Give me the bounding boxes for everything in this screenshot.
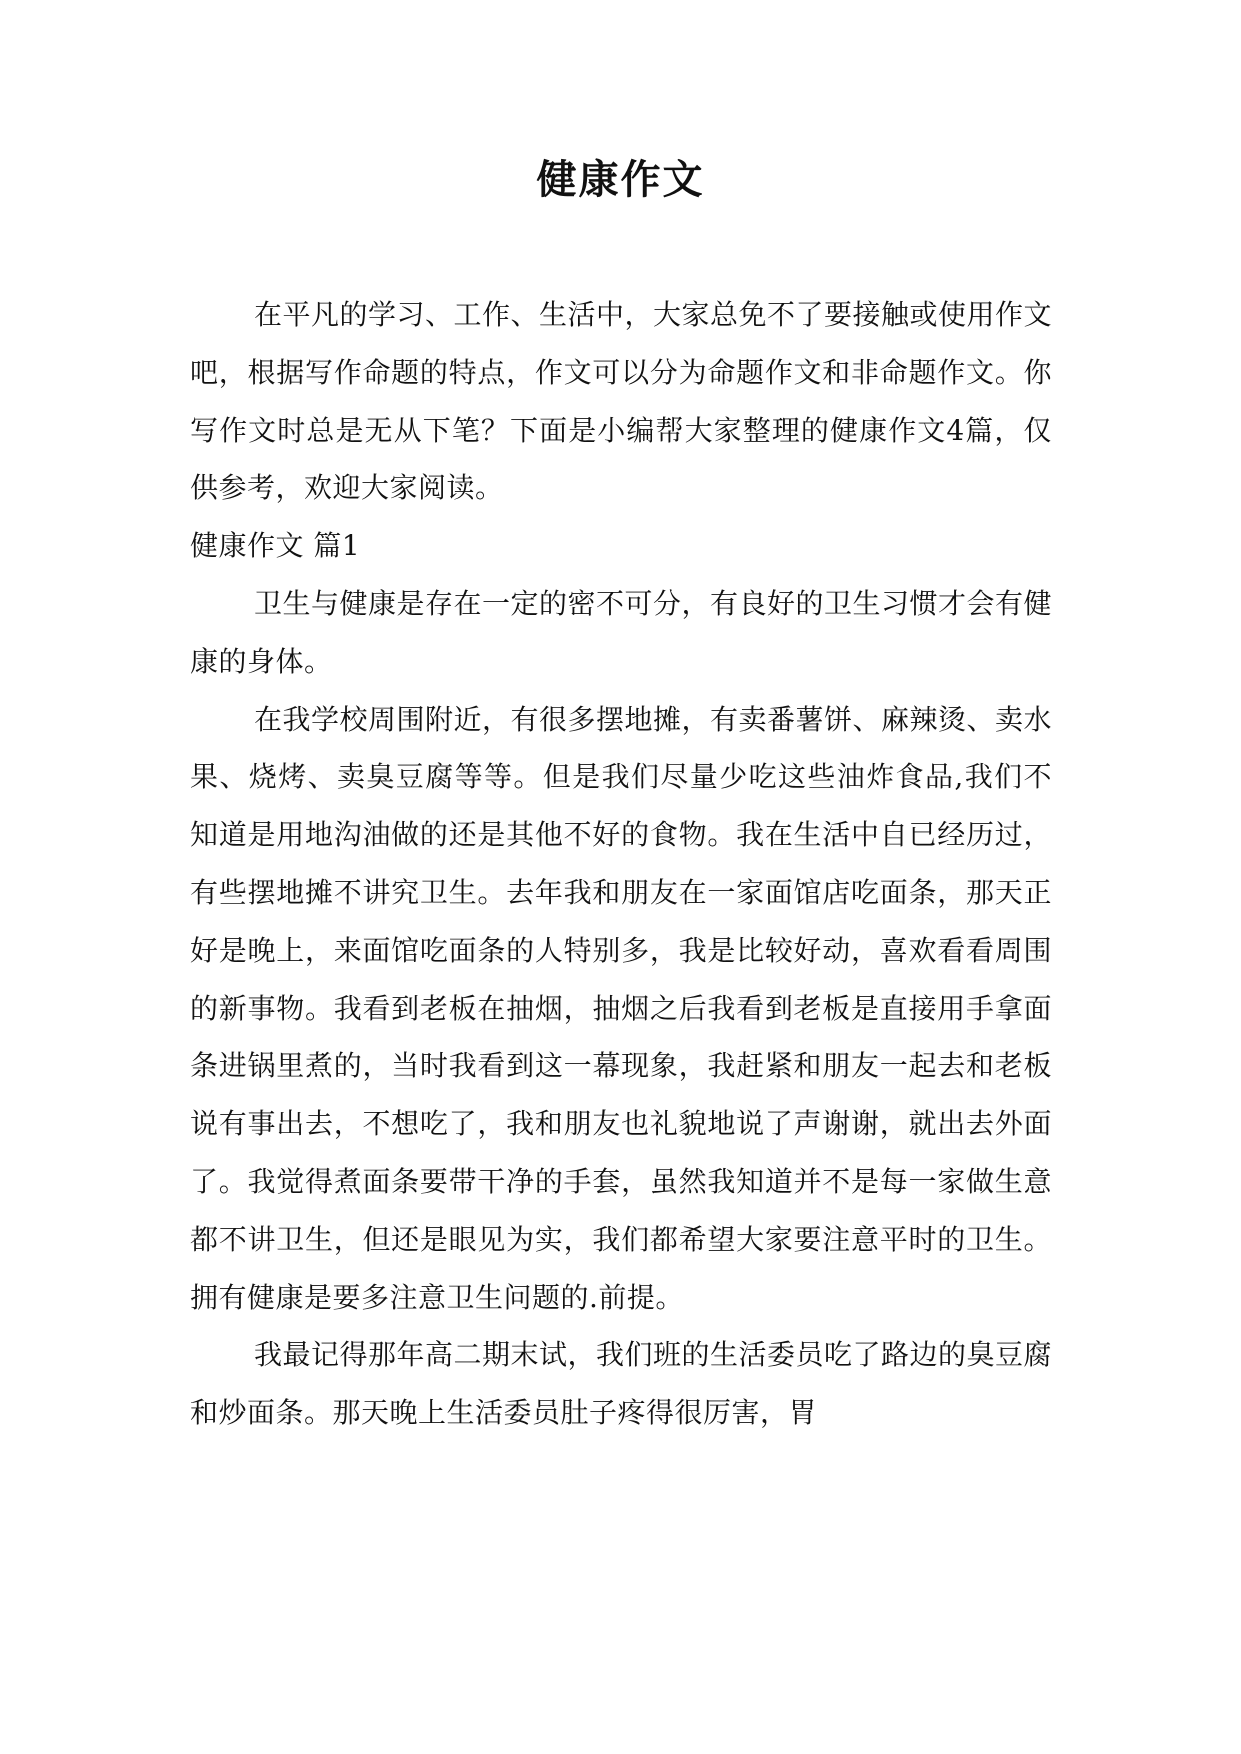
section-heading: 健康作文 篇1: [190, 529, 361, 563]
body-paragraph: 我最记得那年高二期末试，我们班的生活委员吃了路边的臭豆腐和炒面条。那天晚上生活委员肚子疼得很厉害，胃: [190, 1338, 1053, 1430]
intro-paragraph: 在平凡的学习、工作、生活中，大家总免不了要接触或使用作文吧，根据写作命题的特点，作文可以分为命题作文和非命题作文。你写作文时总是无从下笔？下面是小编帮大家整理的健康作文4篇，仅供参考，欢迎大家阅读。: [190, 298, 1053, 505]
document-body: [190, 286, 1052, 1442]
body-paragraph: 卫生与健康是存在一定的密不可分，有良好的卫生习惯才会有健康的身体。: [190, 586, 1053, 678]
body-paragraph: 在我学校周围附近，有很多摆地摊，有卖番薯饼、麻辣烫、卖水果、烧烤、卖臭豆腐等等。但是我们尽量少吃这些油炸食品,我们不知道是用地沟油做的还是其他不好的食物。我在生活中自已经历过，有些摆地摊不讲究卫生。去年我和朋友在一家面馆店吃面条，那天正好是晚上，来面馆吃面条的人特别多，我是比较好动，喜欢看看周围的新事物。我看到老板在抽烟，抽烟之后我看到老板是直接用手拿面条进锅里煮的，当时我看到这一幕现象，我赶紧和朋友一起去和老板说有事出去，不想吃了，我和朋友也礼貌地说了声谢谢，就出去外面了。我觉得煮面条要带干净的手套，虽然我知道并不是每一家做生意都不讲卫生，但还是眼见为实，我们都希望大家要注意平时的卫生。拥有健康是要多注意卫生问题的.前提。: [190, 702, 1053, 1314]
document-title: 健康作文: [536, 157, 705, 203]
